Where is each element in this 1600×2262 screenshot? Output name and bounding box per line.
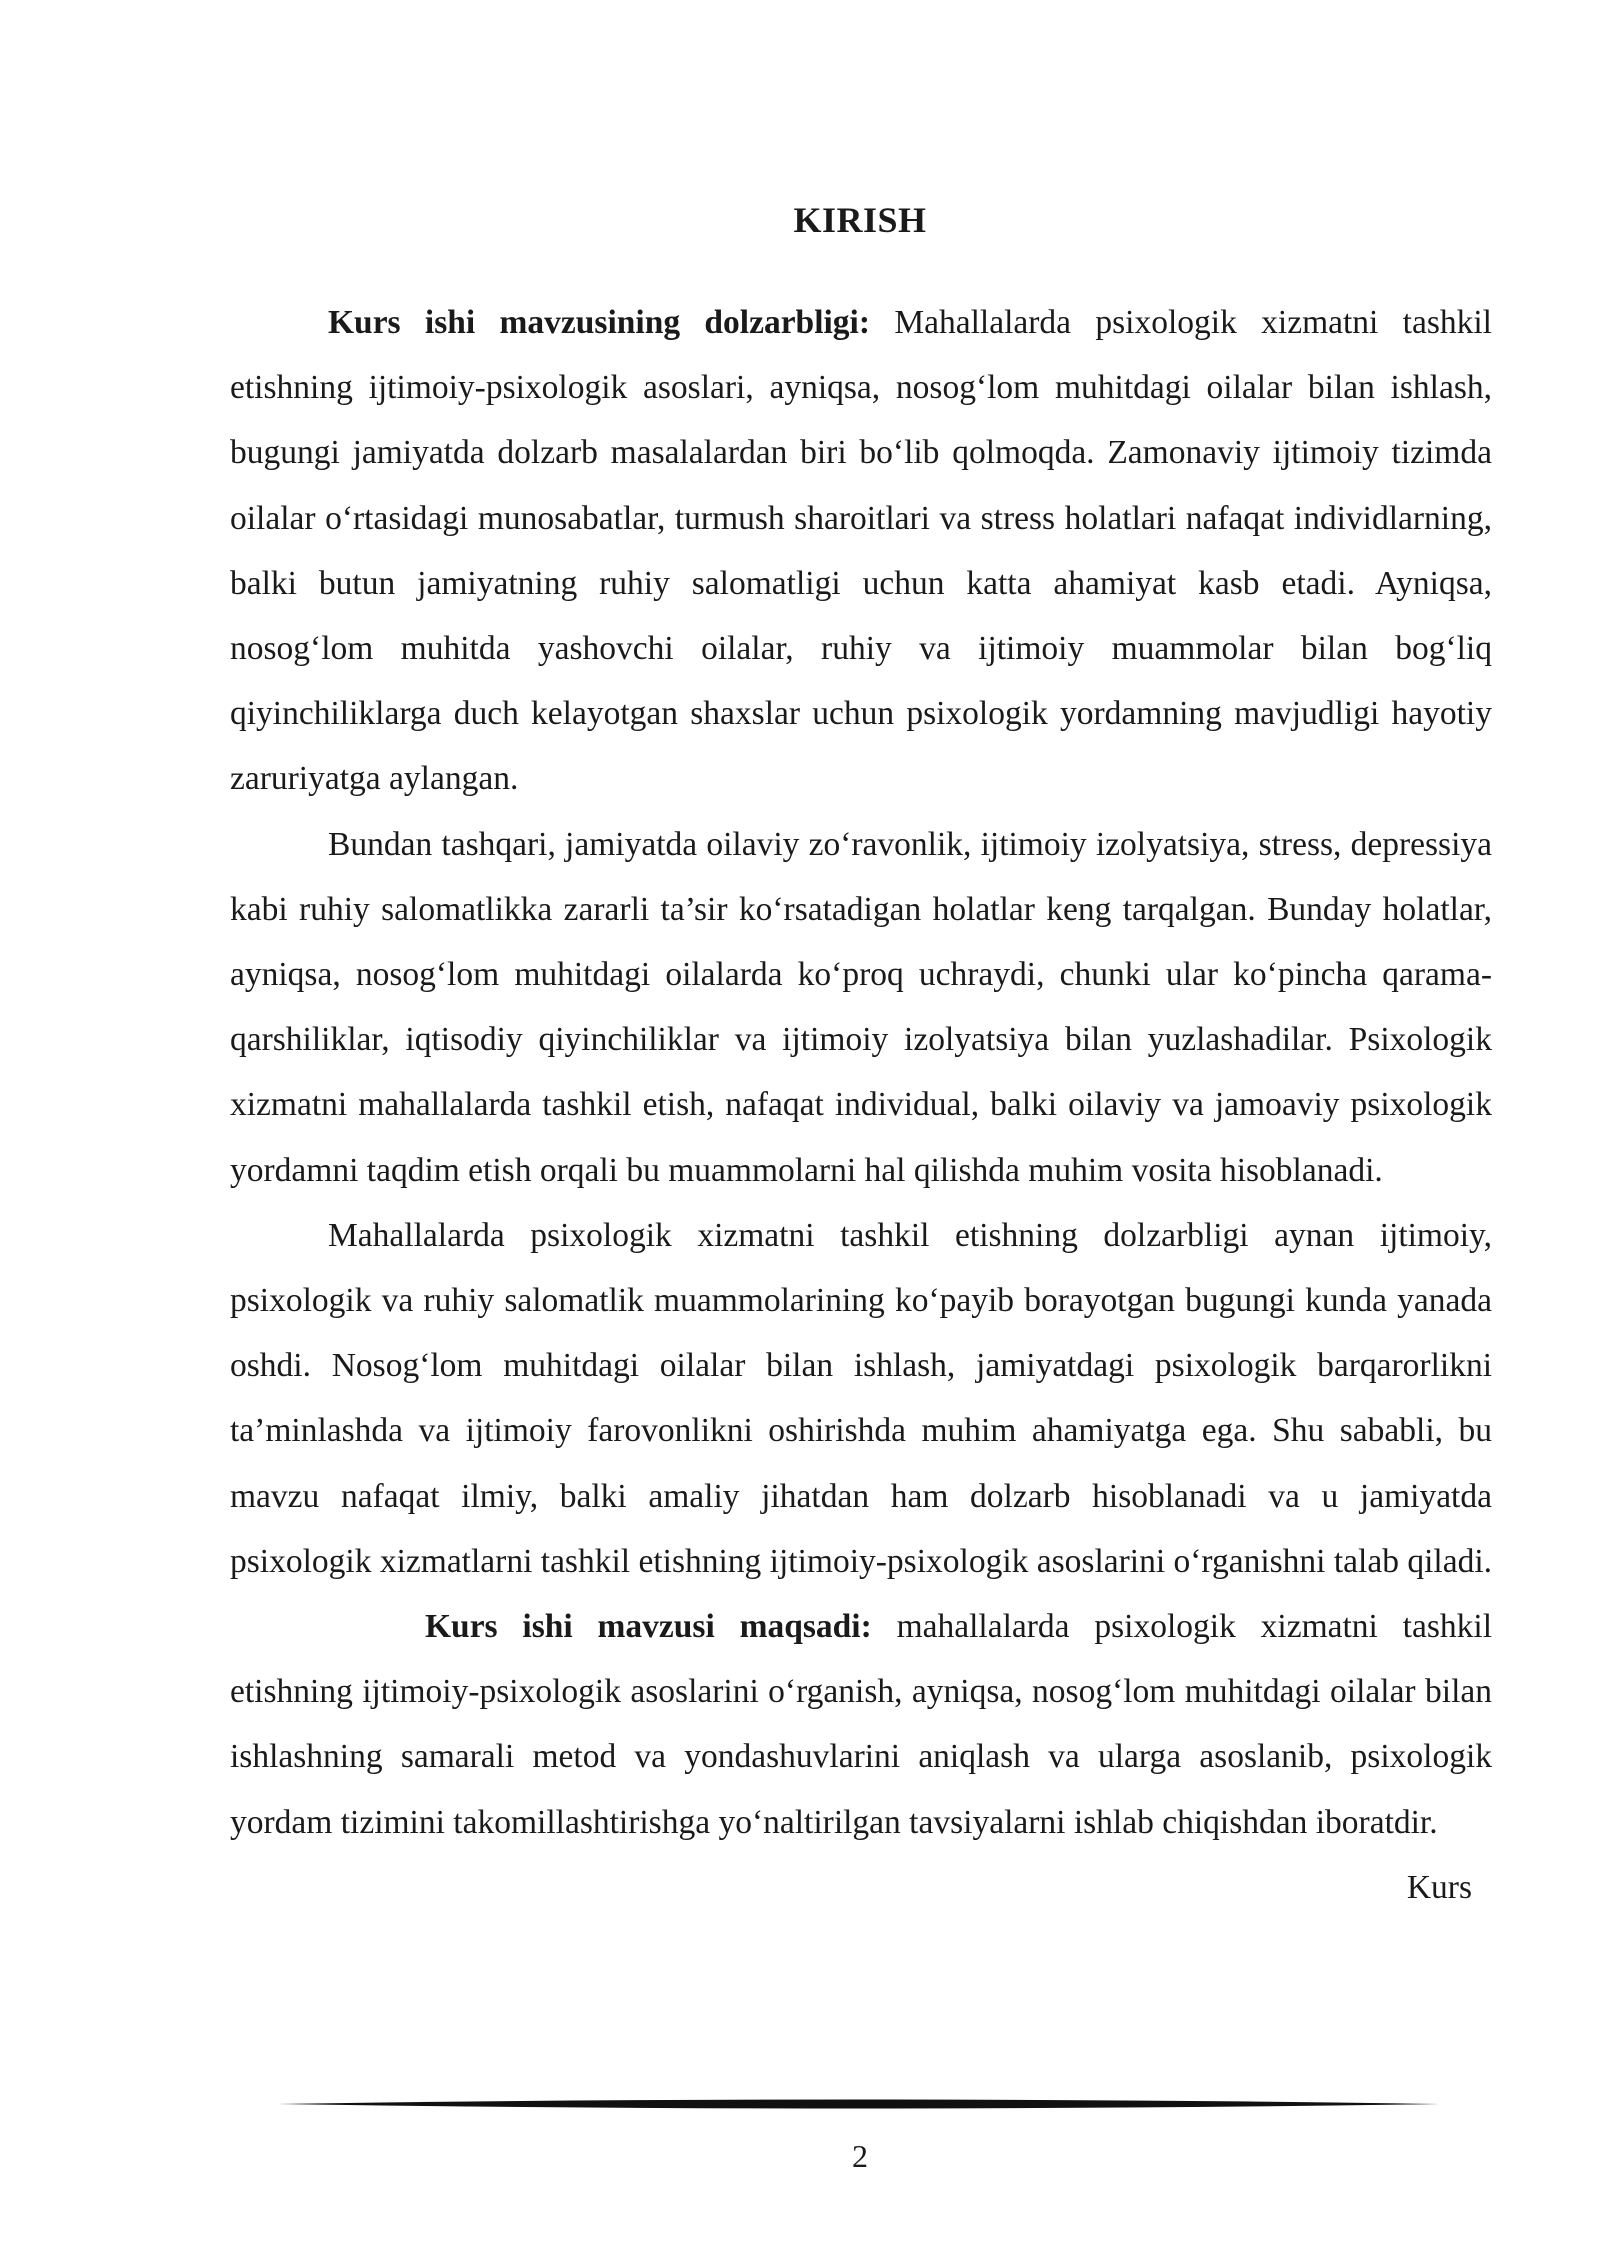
page-number-text: 2 (852, 2138, 868, 2174)
paragraph-social-issues-text: Bundan tashqari, jamiyatda oilaviy zo‘ravonlik, ijtimoiy izolyatsiya, stress, depressiya kabi ruhiy salomatlikka zararli ta’sir ko‘rsatadigan holatlar keng tarqalgan. Bunday holatlar, ayniqsa, nosog‘lom muhitdagi oilalarda ko‘proq uchraydi, chunki ular ko‘pincha qarama-qarshiliklar, iqtisodiy qiyinchiliklar va ijtimoiy izolyatsiya bilan yuzlashadilar. Psixologik xizmatni mahallalarda tashkil etish, nafaqat individual, balki oilaviy va jamoaviy psixologik yordamni taqdim etish orqali bu muammolarni hal qilishda muhim vosita hisoblanadi. (230, 825, 1492, 1189)
paragraph-relevance-text: Mahallalarda psixologik xizmatni tashkil etishning ijtimoiy-psixologik asoslari, ayniqsa, nosog‘lom muhitdagi oilalar bilan ishlash, bugungi jamiyatda dolzarb masalalardan biri bo‘lib qolmoqda. Zamonaviy ijtimoiy tizimda oilalar o‘rtasidagi munosabatlar, turmush sharoitlari va stress holatlari nafaqat individlarning, balki butun jamiyatning ruhiy salomatligi uchun katta ahamiyat kasb etadi. Ayniqsa, nosog‘lom muhitda yashovchi oilalar, ruhiy va ijtimoiy muammolar bilan bog‘liq qiyinchiliklarga duch kelayotgan shaxslar uchun psixologik yordamning mavjudligi hayotiy zaruriyatga aylangan. (230, 304, 1492, 798)
footer-divider (278, 2097, 1440, 2111)
paragraph-importance-text: Mahallalarda psixologik xizmatni tashkil etishning dolzarbligi aynan ijtimoiy, psixologik va ruhiy salomatlik muammolarining ko‘payib borayotgan bugungi kunda yanada oshdi. Nosog‘lom muhitdagi oilalar bilan ishlash, jamiyatdagi psixologik barqarorlikni ta’minlashda va ijtimoiy farovonlikni oshirishda muhim ahamiyatga ega. Shu sababli, bu mavzu nafaqat ilmiy, balki amaliy jihatdan ham dolzarb hisoblanadi va u jamiyatda psixologik xizmatlarni tashkil etishning ijtimoiy-psixologik asoslarini o‘rganishni talab qiladi. (230, 1216, 1493, 1580)
paragraph-relevance-label: Kurs ishi mavzusining dolzarbligi: (328, 304, 871, 341)
page-number (0, 2136, 1600, 2176)
paragraph-relevance (230, 290, 1492, 812)
paragraph-social-issues (230, 812, 1492, 1203)
body-text (230, 290, 1492, 1920)
paragraph-goal-trailing-word: Kurs (1406, 1868, 1472, 1906)
section-heading (0, 196, 1600, 244)
section-heading-text: KIRISH (793, 200, 927, 240)
paragraph-goal (230, 1594, 1493, 1906)
paragraph-goal-text: mahallalarda psixologik xizmatni tashkil etishning ijtimoiy-psixologik asoslarini o‘rganish, ayniqsa, nosog‘lom muhitdagi oilalar bilan ishlashning samarali metod va yondashuvlarini aniqlash va ularga asoslanib, psixologik yordam tizimini takomillashtirishga yo‘naltirilgan tavsiyalarni ishlab chiqishdan iboratdir. (230, 1608, 1493, 1841)
paragraph-goal-label: Kurs ishi mavzusi maqsadi: (425, 1608, 872, 1646)
paragraph-importance (230, 1203, 1492, 1594)
